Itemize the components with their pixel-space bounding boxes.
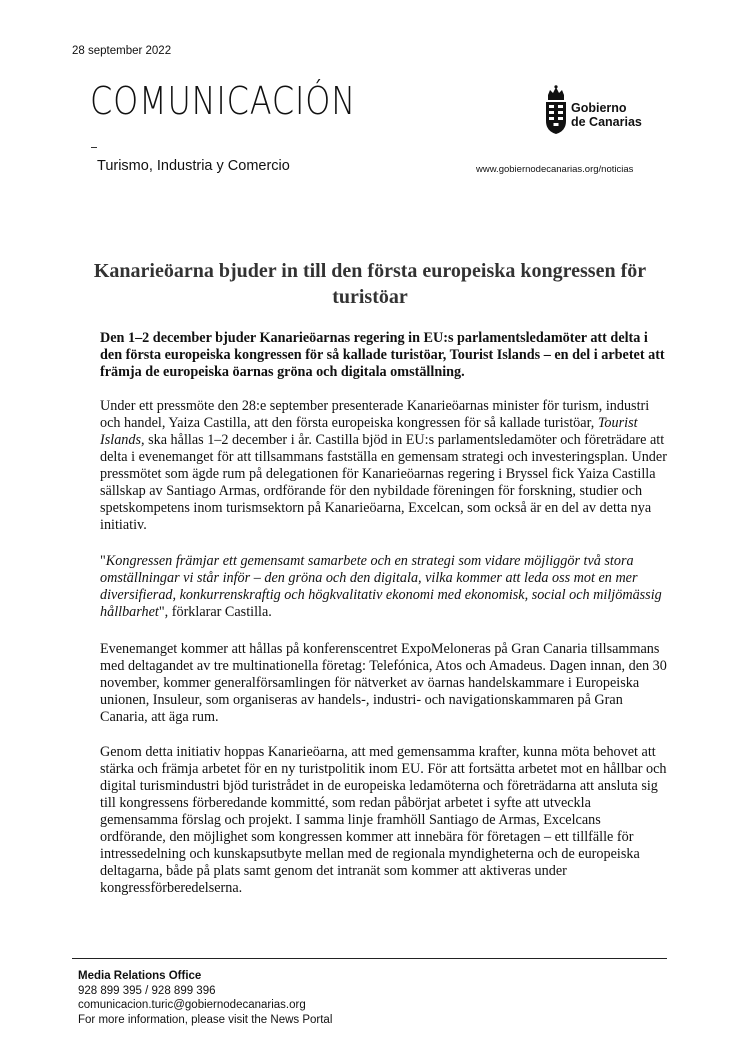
logo-text	[571, 101, 642, 129]
department-name: Turismo, Industria y Comercio	[97, 158, 290, 174]
paragraph-1-text-b: , ska hållas 1–2 december i år. Castilla bjöd in EU:s parlamentsledamöter och företrädare att delta i evenemanget för att tillsammans fastställa en gemensam strategi och investeringsplan. Under pressmötet som ägde rum på delegationen för Kanarieöarnas regering i Bryssel fick Yaiza Castilla sällskap av Santiago Armas, ordförande för den nybildade föreningen för forskning, studier och spetskompetens inom turismsektorn på Kanarieöarna, Excelcan, som också är en del av detta nya initiativ.	[100, 432, 667, 533]
paragraph-1-emphasis: Tourist Islands	[100, 415, 638, 448]
footer-email-link[interactable]: comunicacion.turic@gobiernodecanarias.org	[78, 999, 306, 1011]
footer-phones: 928 899 395 / 928 899 396	[78, 984, 216, 997]
gobierno-de-canarias-logo[interactable]	[543, 85, 653, 135]
footer-news-portal-link[interactable]: For more information, please visit the News Portal	[78, 1013, 333, 1026]
brand-divider	[91, 147, 97, 148]
news-url-link[interactable]: www.gobiernodecanarias.org/noticias	[476, 164, 634, 175]
paragraph-1	[100, 398, 670, 534]
coat-of-arms-icon	[543, 85, 569, 135]
quote-attribution: ", förklarar Castilla.	[158, 604, 272, 620]
quote-open: "	[100, 553, 106, 569]
quote-text: Kongressen främjar ett gemensamt samarbete och en strategi som vidare möjliggör två stora omställningar vi står inför – den gröna och den digitala, vilka kommer att leda oss mot en mer diversifierad, konkurrenskraftig och högkvalitativ ekonomi med ekonomisk, social och miljömässig hållbarhet	[100, 553, 662, 620]
press-date: 28 september 2022	[72, 45, 172, 57]
paragraph-2-quote	[100, 553, 670, 621]
footer-title: Media Relations Office	[78, 970, 202, 982]
brand-wordmark: COMUNICACIÓN	[90, 79, 356, 123]
logo-line-2: de Canarias	[571, 115, 642, 129]
logo-line-1: Gobierno	[571, 101, 627, 115]
paragraph-1-text-a: Under ett pressmöte den 28:e september presenterade Kanarieöarnas minister för turism, industri och handel, Yaiza Castilla, att den första europeiska kongressen för så kallade turistöar,	[100, 398, 650, 431]
paragraph-4: Genom detta initiativ hoppas Kanarieöarna, att med gemensamma krafter, kunna möta behovet att stärka och främja arbetet för en ny turistpolitik inom EU. För att fortsätta arbetet mot en hållbar och digital turismindustri bjöd turistrådet in de europeiska ledamöterna och företrädarna att ansluta sig till kongressens förberedande kommitté, som redan påbörjat arbetet i syfte att utveckla gemensamma förslag och projekt. I samma linje framhöll Santiago de Armas, Excelcans ordförande, den möjlighet som kongressen kommer att innebära för företagen – ett tillfälle för intressedelning och kunskapsutbyte mellan med de regionala myndigheterna och de europeiska deltagarna, både på plats samt genom det intranät som kommer att aktiveras under kongressförberedelserna.	[100, 744, 667, 896]
footer-contact	[78, 969, 332, 1027]
article-lead: Den 1–2 december bjuder Kanarieöarnas regering in EU:s parlamentsledamöter att delta i den första europeiska kongressen för så kallade turistöar, Tourist Islands – en del i arbetet att främja de europeiska öarnas gröna och digitala omställning.	[100, 330, 665, 380]
footer-divider	[72, 958, 667, 959]
paragraph-3: Evenemanget kommer att hållas på konferenscentret ExpoMeloneras på Gran Canaria tillsammans med deltagandet av tre multinationella företag: Telefónica, Atos och Amadeus. Dagen innan, den 30 november, kommer generalförsamlingen för nätverket av öarnas handelskammare i Europeiska unionen, Insuleur, som organiseras av handels-, industri- och navigationskammaren på Gran Canaria, att äga rum.	[100, 641, 667, 725]
article-title: Kanarieöarna bjuder in till den första europeiska kongressen för turistöar	[93, 260, 647, 308]
